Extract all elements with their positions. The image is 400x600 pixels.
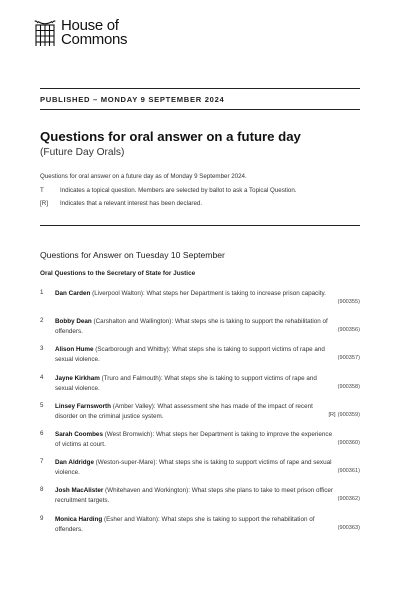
member-name: Dan Carden (55, 290, 91, 297)
top-rule (40, 88, 360, 89)
question-item (40, 374, 360, 402)
question-reference: (900356) (337, 327, 360, 334)
legend-topical (40, 187, 297, 194)
question-number: 4 (40, 373, 44, 381)
question-item (40, 430, 360, 458)
question-text: What steps she is taking to support the rehabilitation of offenders. (55, 318, 328, 336)
question-item (40, 345, 360, 373)
question-number: 7 (40, 458, 44, 466)
member-constituency: (Amber Valley): (112, 402, 156, 410)
member-constituency: (Scarborough and Whitby): (95, 346, 171, 354)
member-name: Sarah Coombes (55, 430, 103, 438)
question-text: What steps she plans to take to meet prison officer recruitment targets. (55, 487, 334, 505)
question-number: 8 (40, 486, 44, 494)
interest-marker: [R] (328, 411, 336, 418)
question-number: 5 (40, 401, 44, 409)
page-subtitle: (Future Day Orals) (40, 147, 125, 158)
section-rule (40, 225, 360, 226)
question-item (40, 317, 360, 345)
question-item (40, 486, 360, 514)
question-reference: (900361) (337, 468, 360, 475)
question-reference: (900363) (337, 524, 360, 531)
question-number: 6 (40, 429, 44, 437)
question-item (40, 289, 360, 317)
member-name: Josh MacAlister (55, 487, 104, 495)
intro-text: Questions for oral answer on a future day as of Monday 9 September 2024. (40, 173, 247, 180)
member-name: Monica Harding (55, 515, 103, 523)
question-item (40, 515, 360, 543)
member-constituency: (Whitehaven and Workington): (105, 487, 190, 495)
question-item (40, 402, 360, 430)
legend-interest (40, 200, 202, 207)
published-rule (40, 109, 360, 110)
question-reference: (900357) (337, 355, 360, 362)
question-reference: (900358) (337, 383, 360, 390)
question-reference: (900362) (337, 496, 360, 503)
member-constituency: (Weston-super-Mare): (95, 459, 158, 467)
question-text: What steps she is taking to support the rehabilitation of offenders. (55, 515, 315, 533)
member-constituency: (Esher and Walton): (103, 515, 160, 523)
house-of-commons-logo (34, 19, 127, 49)
logo-line-1: House of (61, 17, 119, 34)
question-number: 1 (40, 289, 44, 296)
member-constituency: (West Bromwich): (104, 430, 155, 438)
legend-key: T (40, 187, 44, 194)
published-date: PUBLISHED – MONDAY 9 SEPTEMBER 2024 (40, 95, 225, 104)
question-number: 3 (40, 345, 44, 353)
question-text: What assessment she has made of the impact of recent disorder on the criminal justice system. (55, 402, 313, 420)
question-number: 9 (40, 514, 44, 522)
legend-text: Indicates a topical question. Members are selected by ballot to ask a Topical Question. (60, 187, 297, 194)
question-reference: (900355) (337, 299, 360, 305)
legend-key: [R] (40, 200, 48, 207)
section-title: Questions for Answer on Tuesday 10 September (40, 250, 225, 260)
member-name: Linsey Farnsworth (55, 402, 111, 410)
member-constituency: (Liverpool Walton): (92, 290, 145, 297)
member-name: Jayne Kirkham (55, 374, 100, 382)
member-name: Dan Aldridge (55, 459, 94, 467)
question-item (40, 458, 360, 486)
member-constituency: (Truro and Falmouth): (101, 374, 163, 382)
department-heading: Oral Questions to the Secretary of State for Justice (40, 270, 196, 277)
question-text: What steps she is taking to support victims of rape and sexual violence. (55, 346, 325, 364)
legend-text: Indicates that a relevant interest has been declared. (60, 200, 203, 207)
member-name: Alison Hume (55, 346, 94, 354)
question-text: What steps her Department is taking to increase prison capacity. (146, 290, 326, 297)
question-text: What steps she is taking to support victims of rape and sexual violence. (55, 374, 317, 392)
member-name: Bobby Dean (55, 318, 92, 326)
question-text: What steps she is taking to support victims of rape and sexual violence. (55, 459, 332, 477)
question-reference: (900360) (337, 439, 360, 446)
question-text: What steps her Department is taking to improve the experience of victims at court. (55, 430, 333, 448)
page-title: Questions for oral answer on a future day (40, 129, 301, 144)
question-reference: (900359) (337, 411, 360, 418)
logo-line-2: Commons (61, 31, 128, 48)
question-list (40, 289, 360, 543)
member-constituency: (Carshalton and Wallington): (93, 318, 174, 326)
question-number: 2 (40, 317, 44, 325)
portcullis-icon (34, 19, 56, 49)
